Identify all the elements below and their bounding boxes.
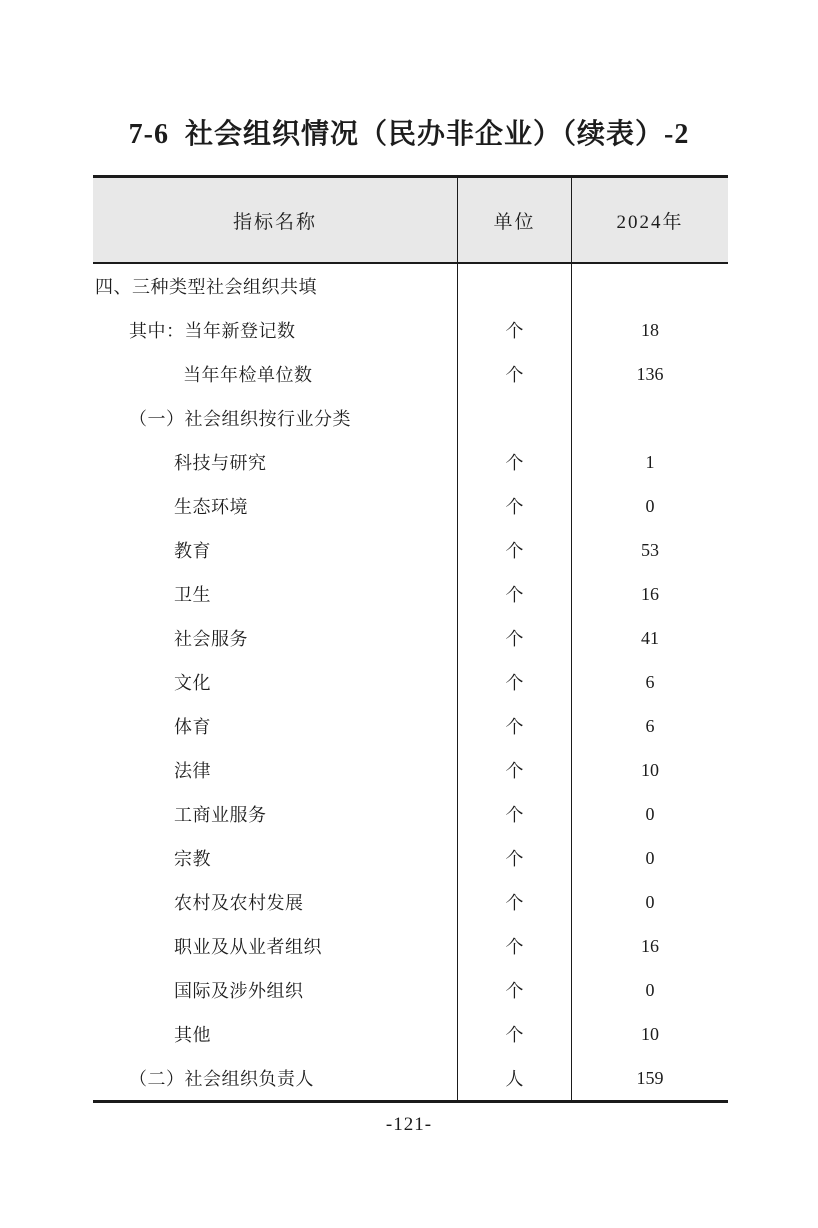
table-row — [93, 616, 728, 660]
header-year: 2024年 — [616, 211, 684, 233]
row-indicator-label: 国际及涉外组织 — [174, 981, 304, 1001]
row-unit: 个 — [457, 616, 572, 660]
row-value — [572, 396, 728, 440]
row-value: 10 — [641, 1023, 659, 1044]
row-indicator-label: 工商业服务 — [174, 805, 267, 825]
row-unit — [457, 264, 572, 308]
row-unit: 个 — [457, 836, 572, 880]
row-unit: 个 — [457, 1012, 572, 1056]
table-header-row — [93, 178, 728, 264]
row-unit: 个 — [457, 440, 572, 484]
row-value: 136 — [636, 363, 664, 384]
table-row — [93, 792, 728, 836]
table-row — [93, 924, 728, 968]
table-row — [93, 704, 728, 748]
table-row — [93, 1012, 728, 1056]
table-row — [93, 440, 728, 484]
table-row — [93, 352, 728, 396]
row-value: 41 — [641, 627, 659, 648]
row-indicator-label: 法律 — [174, 761, 211, 781]
table-row — [93, 484, 728, 528]
row-value — [572, 264, 728, 308]
row-value: 0 — [645, 979, 655, 1000]
row-unit: 个 — [457, 748, 572, 792]
row-value: 18 — [641, 319, 659, 340]
row-unit: 个 — [457, 484, 572, 528]
row-unit: 个 — [457, 308, 572, 352]
row-unit — [457, 396, 572, 440]
table-row — [93, 660, 728, 704]
row-unit: 个 — [457, 704, 572, 748]
row-indicator-label: 当年年检单位数 — [183, 365, 313, 385]
row-value: 0 — [645, 891, 655, 912]
row-unit: 个 — [457, 880, 572, 924]
row-unit: 个 — [457, 660, 572, 704]
row-indicator-label: （一）社会组织按行业分类 — [129, 409, 351, 429]
header-unit: 单位 — [457, 178, 572, 262]
table-row — [93, 396, 728, 440]
page-title: 7-6 社会组织情况（民办非企业）（续表）-2 — [128, 119, 690, 150]
row-indicator-label: 教育 — [174, 541, 211, 561]
row-indicator-label: 职业及从业者组织 — [174, 937, 322, 957]
page-number: -121- — [385, 1114, 433, 1135]
row-indicator-label: （二）社会组织负责人 — [129, 1069, 314, 1089]
row-indicator-label: 宗教 — [174, 849, 211, 869]
row-value: 0 — [645, 847, 655, 868]
row-unit: 个 — [457, 924, 572, 968]
row-indicator-label: 文化 — [174, 673, 211, 693]
table-row — [93, 880, 728, 924]
row-indicator-label: 四、三种类型社会组织共填 — [95, 277, 317, 297]
row-unit: 个 — [457, 528, 572, 572]
table-row — [93, 264, 728, 308]
row-value: 0 — [645, 803, 655, 824]
table-row — [93, 836, 728, 880]
row-value: 6 — [645, 671, 655, 692]
row-value: 16 — [641, 583, 659, 604]
row-unit: 个 — [457, 572, 572, 616]
row-indicator-label: 其中：当年新登记数 — [129, 321, 296, 341]
row-indicator-label: 科技与研究 — [174, 453, 267, 473]
table-body — [93, 264, 728, 1100]
statistics-table — [93, 175, 728, 1103]
row-unit: 人 — [457, 1056, 572, 1100]
table-row — [93, 1056, 728, 1100]
row-value: 16 — [641, 935, 659, 956]
row-indicator-label: 卫生 — [174, 585, 211, 605]
table-row — [93, 528, 728, 572]
row-unit: 个 — [457, 968, 572, 1012]
row-indicator-label: 生态环境 — [174, 497, 248, 517]
row-value: 10 — [641, 759, 659, 780]
row-unit: 个 — [457, 792, 572, 836]
row-value: 53 — [641, 539, 659, 560]
row-indicator-label: 体育 — [174, 717, 211, 737]
table-row — [93, 572, 728, 616]
row-value: 159 — [636, 1067, 664, 1088]
row-indicator-label: 社会服务 — [174, 629, 248, 649]
header-indicator-name: 指标名称 — [232, 211, 317, 233]
row-indicator-label: 农村及农村发展 — [174, 893, 304, 913]
table-row — [93, 308, 728, 352]
row-value: 0 — [645, 495, 655, 516]
row-value: 1 — [645, 451, 655, 472]
row-indicator-label: 其他 — [174, 1025, 211, 1045]
table-row — [93, 968, 728, 1012]
row-value: 6 — [645, 715, 655, 736]
table-row — [93, 748, 728, 792]
row-unit: 个 — [457, 352, 572, 396]
